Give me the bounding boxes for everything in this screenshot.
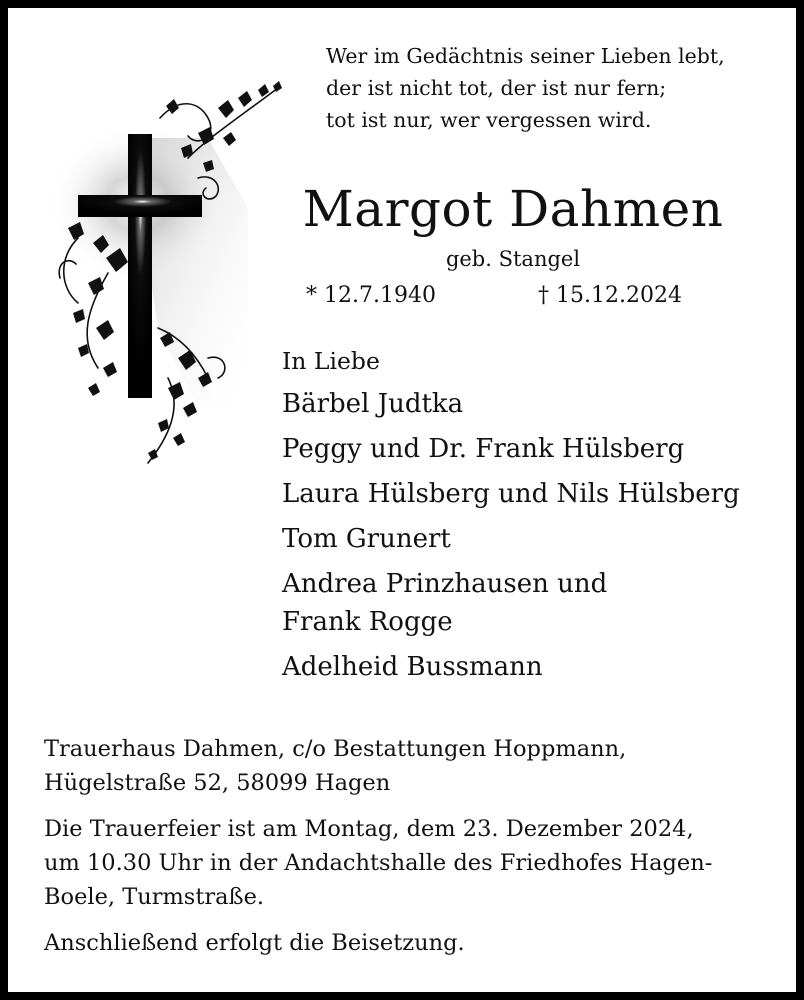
mourner-name: Andrea Prinzhausen und (282, 569, 608, 599)
mourners-list (282, 344, 740, 686)
burial-note (44, 926, 784, 960)
mourner-name: Adelheid Bussmann (282, 652, 543, 682)
funeral-info (44, 732, 784, 972)
mourner-name: Peggy und Dr. Frank Hülsberg (282, 434, 685, 464)
mourner-entry (282, 520, 740, 558)
mourner-entry (282, 475, 740, 513)
ceremony-line: Boele, Turmstraße. (44, 884, 265, 910)
mourner-name: Frank Rogge (282, 607, 453, 637)
mourner-entry (282, 648, 740, 686)
mourner-name: Laura Hülsberg und Nils Hülsberg (282, 479, 740, 509)
quote-line: der ist nicht tot, der ist nur fern; (326, 76, 667, 100)
address-line: Trauerhaus Dahmen, c/o Bestattungen Hoppmann, (44, 736, 627, 762)
memorial-quote (326, 40, 725, 136)
quote-line: Wer im Gedächtnis seiner Lieben lebt, (326, 44, 725, 68)
burial-line: Anschließend erfolgt die Beisetzung. (44, 930, 465, 956)
birth-date: * 12.7.1940 (306, 283, 436, 308)
ceremony-line: Die Trauerfeier ist am Montag, dem 23. Dezember 2024, (44, 816, 694, 842)
mourner-entry (282, 565, 740, 641)
mourner-name: Tom Grunert (282, 524, 451, 554)
maiden-name: geb. Stangel (445, 247, 581, 271)
deceased-name: Margot Dahmen (302, 180, 724, 238)
cross-with-ivy-icon (48, 78, 288, 473)
mourners-intro: In Liebe (282, 347, 380, 375)
mourner-name: Bärbel Judtka (282, 389, 464, 419)
address-line: Hügelstraße 52, 58099 Hagen (44, 770, 391, 796)
quote-line: tot ist nur, wer vergessen wird. (326, 108, 652, 132)
mourner-entry (282, 385, 740, 423)
mourning-house-address (44, 732, 784, 800)
mourner-entry (282, 430, 740, 468)
ceremony-details (44, 812, 784, 914)
ceremony-line: um 10.30 Uhr in der Andachtshalle des Friedhofes Hagen- (44, 850, 713, 876)
death-date: † 15.12.2024 (538, 283, 682, 308)
